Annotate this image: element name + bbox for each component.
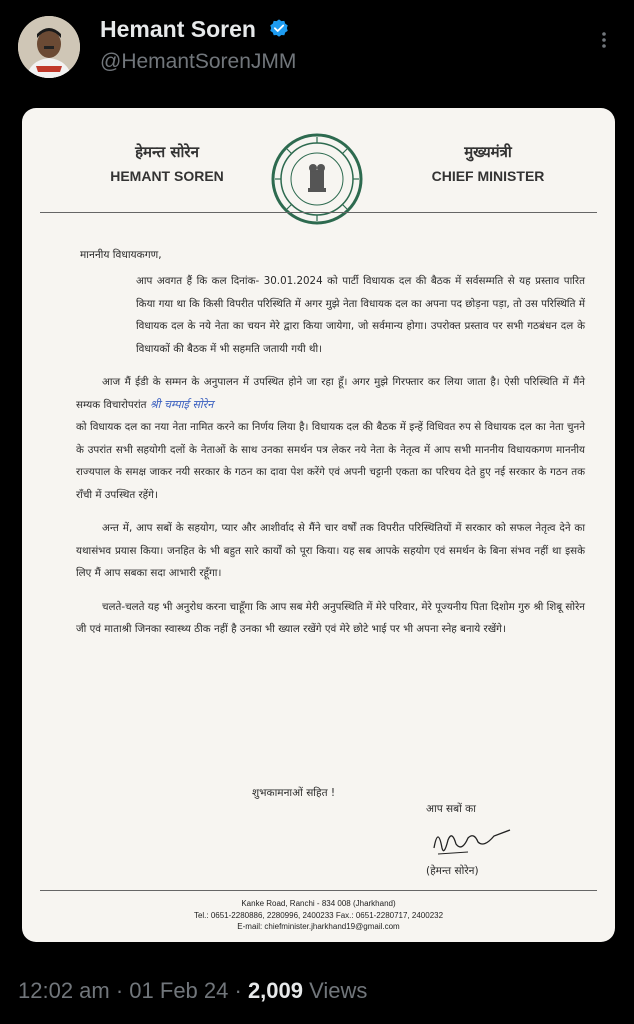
letterhead-hindi-name: हेमन्त सोरेन (135, 143, 199, 161)
footer-phone: Tel.: 0651-2280886, 2280996, 2400233 Fax.: 0651-2280717, 2400232 (193, 910, 444, 920)
tweet-time[interactable]: 12:02 am (18, 978, 110, 1003)
letter-closing: शुभकामनाओं सहित ! (252, 787, 336, 799)
sign-prefix: आप सबों का (426, 803, 476, 815)
avatar-photo (18, 16, 80, 78)
signature-mark (428, 818, 518, 862)
meta-separator: · (109, 978, 130, 1003)
footer-email: E-mail: chiefminister.jharkhand19@gmail.com (237, 922, 400, 931)
author-name-text[interactable]: Hemant Soren (100, 16, 256, 42)
letter-paragraph: चलते-चलते यह भी अनुरोध करना चाहूँगा कि आप सब मेरी अनुपस्थिति में मेरे परिवार, मेरे पूज्यनीय पिता दिशोम गुरु श्री शिबू सोरेन जी एवं माताश्री जिनका स्वास्थ्य ठीक नहीं है उनका भी ख्याल रखेंगे एवं मेरे छोटे भाई पर भी अपना स्नेह बनाये रखेंगे। (76, 600, 585, 635)
author-handle[interactable]: @HemantSorenJMM (100, 50, 297, 73)
footer-divider (40, 890, 597, 891)
views-count: 2,009 (247, 978, 303, 1003)
footer-address: Kanke Road, Ranchi - 834 008 (Jharkhand) (241, 899, 396, 908)
letter-body (76, 270, 585, 652)
letter-image[interactable] (22, 108, 615, 942)
letter-paragraph: को विधायक दल का नया नेता नामित करने का निर्णय लिया है। विधायक दल की बैठक में इन्हें विधिवत रुप से विधायक दल का नेता चुनने के उपरांत सभी सहयोगी दलों के नेताओं के साथ उनका समर्थन पत्र लेकर नये नेता के नेतृत्व में आप सभी माननीय विधायकगण माननीय राज्यपाल के समक्ष जाकर नयी सरकार के गठन का दावा पेश करेंगे एवं अपनी चट्टानी एकता का परिचय देते हुए नई सरकार के गठन तक राँची में उपस्थित रहेंगे। (76, 421, 585, 501)
more-options-icon[interactable] (592, 28, 616, 52)
sign-name: (हेमन्त सोरेन) (426, 865, 479, 877)
tweet-date[interactable]: 01 Feb 24 (129, 978, 229, 1003)
letterhead-divider (40, 212, 597, 213)
letter-paragraph-text: आज मैं ईडी के सम्मन के अनुपालन में उपस्थित होने जा रहा हूँ। अगर मुझे गिरफ्तार कर लिया जाता है। ऐसी परिस्थिति में मैंने सम्यक विचारोपरांत (76, 376, 585, 411)
verified-badge-icon (268, 18, 290, 40)
tweet-header (0, 0, 634, 100)
letterhead-english-name: HEMANT SOREN (110, 168, 224, 184)
handwritten-leader-name: श्री चम्पाई सोरेन (149, 397, 214, 411)
letterhead-designation-block (423, 142, 553, 184)
designation-hindi: मुख्यमंत्री (464, 143, 512, 161)
signature-block (426, 802, 546, 878)
letter-paragraph (76, 371, 585, 416)
letter-paragraph: अन्त में, आप सबों के सहयोग, प्यार और आशीर्वाद से मैंने चार वर्षों तक विपरीत परिस्थितियों में सरकार को सफल नेतृत्व देने का यथासंभव प्रयास किया। जनहित के भी बहुत सारे कार्यों को पूरा किया। यह सब आपके सहयोग एवं समर्थन के बिना संभव नहीं था इसके लिए मैं आप सबका सदा आभारी रहूँगा। (76, 522, 585, 579)
letterhead-name-block (92, 142, 242, 184)
letter-salutation: माननीय विधायकगण, (80, 249, 162, 261)
meta-separator: · (228, 978, 248, 1003)
tweet-meta (18, 978, 367, 1004)
author-avatar[interactable] (18, 16, 80, 78)
letter-paragraph: आप अवगत हैं कि कल दिनांक- 30.01.2024 को पार्टी विधायक दल की बैठक में सर्वसम्मति से यह प्रस्ताव पारित किया गया था कि किसी विपरीत परिस्थिति में अगर मुझे नेता विधायक दल का अपना पद छोड़ना पड़ा, तो उस परिस्थिति में विधायक दल के नये नेता का चयन मेरे द्वारा किया जायेगा, जो सर्वमान्य होगा। उपरोक्त प्रस्ताव पर सभी गठबंधन दल के विधायकों की बैठक में भी सहमति जतायी गयी थी। (136, 275, 585, 355)
author-name[interactable] (100, 16, 290, 43)
views-label: Views (303, 978, 368, 1003)
letter-footer (22, 898, 615, 933)
designation-english: CHIEF MINISTER (431, 168, 545, 184)
